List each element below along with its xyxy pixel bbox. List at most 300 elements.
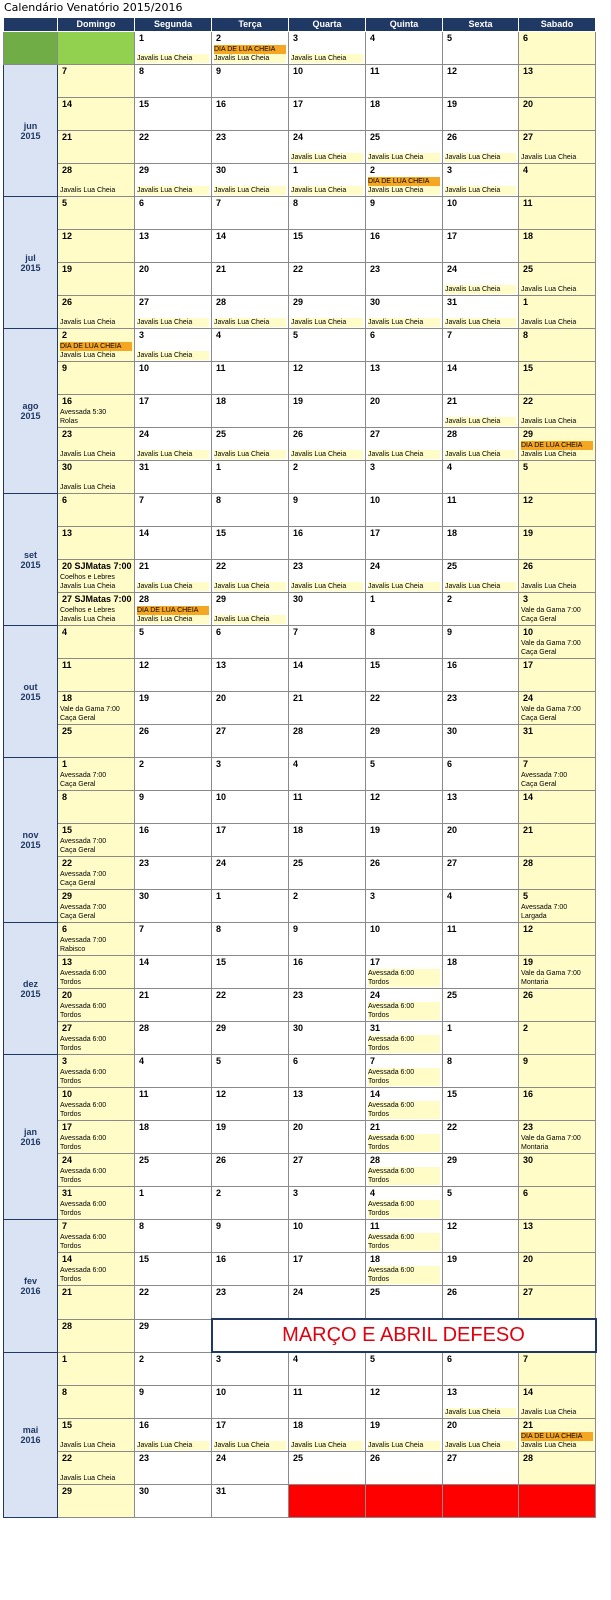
- day-number: 7: [293, 627, 299, 637]
- day-number: 6: [370, 330, 376, 340]
- day-number: 22: [293, 264, 304, 274]
- day-cell: [443, 1286, 519, 1320]
- event-note: Caça Geral: [60, 781, 96, 788]
- day-cell: [519, 494, 596, 527]
- day-cell: [443, 890, 519, 923]
- day-number: 1: [447, 1023, 453, 1033]
- week-row: [4, 1286, 596, 1320]
- event-note: Coelhos e Lebres: [60, 574, 115, 581]
- day-cell: [135, 296, 212, 329]
- day-cell: [519, 296, 596, 329]
- day-number: 30: [523, 1155, 534, 1165]
- day-number: 3: [293, 33, 299, 43]
- event-label: Tordos: [368, 978, 440, 987]
- day-cell: [58, 98, 135, 131]
- event-label: Javalis Lua Cheia: [521, 450, 593, 459]
- day-cell: [58, 395, 135, 428]
- day-cell: [366, 1220, 443, 1253]
- day-cell: [212, 824, 289, 857]
- day-cell: [443, 98, 519, 131]
- event-note: Tordos: [60, 1144, 82, 1151]
- event-note: Caça Geral: [60, 715, 96, 722]
- day-number: 1: [62, 1353, 68, 1364]
- day-number: 4: [447, 891, 453, 901]
- day-number: 14: [62, 99, 73, 109]
- day-cell: [58, 659, 135, 692]
- day-number: 27: [139, 297, 150, 307]
- day-cell: [212, 593, 289, 626]
- day-number: 8: [62, 1387, 68, 1397]
- day-number: 28: [293, 726, 304, 736]
- day-cell: [135, 758, 212, 791]
- day-cell: [212, 1154, 289, 1187]
- day-number: 26: [523, 990, 534, 1000]
- week-row: [4, 461, 596, 494]
- event-note: Avessada 7:00: [60, 937, 107, 944]
- day-number: 24: [293, 132, 304, 142]
- month-label: ago 2015: [4, 329, 58, 494]
- day-number: 4: [139, 1056, 145, 1066]
- day-cell: [58, 296, 135, 329]
- day-number: 15: [139, 99, 150, 109]
- event-label: Javalis Lua Cheia: [214, 582, 286, 591]
- day-number: 29: [370, 726, 381, 736]
- event-label: Javalis Lua Cheia: [214, 186, 286, 195]
- day-cell: [212, 1286, 289, 1320]
- day-number: 9: [139, 792, 145, 802]
- day-number: 28: [139, 594, 150, 604]
- day-cell: [289, 1452, 366, 1485]
- day-number: 1: [216, 462, 222, 472]
- event-label: Avessada 6:00: [368, 1167, 440, 1176]
- day-number: 23: [370, 264, 381, 274]
- day-number: 16: [62, 396, 73, 406]
- day-number: 8: [139, 1221, 145, 1231]
- day-number: 17: [62, 1122, 73, 1132]
- week-row: [4, 1452, 596, 1485]
- day-cell: [366, 626, 443, 659]
- day-cell: [519, 659, 596, 692]
- day-number: 13: [447, 1387, 458, 1397]
- day-number: 22: [139, 1287, 150, 1297]
- event-note: Vale da Gama 7:00: [60, 706, 120, 713]
- day-number: 8: [216, 924, 222, 934]
- event-note: Tordos: [60, 1243, 82, 1250]
- day-number: 31: [370, 1023, 381, 1033]
- day-cell: [366, 989, 443, 1022]
- day-cell: [289, 329, 366, 362]
- day-cell: [366, 263, 443, 296]
- day-cell: [366, 1154, 443, 1187]
- day-number: 9: [447, 627, 453, 637]
- day-cell: [443, 857, 519, 890]
- day-number: 2: [216, 1188, 222, 1198]
- day-cell: [366, 593, 443, 626]
- event-note: Avessada 7:00: [60, 871, 107, 878]
- day-cell: [58, 263, 135, 296]
- day-number: 15: [293, 231, 304, 241]
- closed-cell: [443, 1485, 519, 1518]
- day-cell: [366, 1088, 443, 1121]
- event-label: Javalis Lua Cheia: [60, 318, 132, 327]
- day-number: 3: [216, 1354, 222, 1364]
- day-cell: [519, 263, 596, 296]
- day-number: 10: [523, 627, 534, 637]
- week-row: [4, 395, 596, 428]
- day-number: 19: [523, 528, 534, 538]
- day-number: 19: [216, 1122, 227, 1132]
- day-cell: [58, 1386, 135, 1419]
- day-number: 28: [62, 165, 73, 175]
- day-number: 4: [523, 165, 529, 175]
- day-number: 30: [216, 165, 227, 175]
- day-cell: [443, 230, 519, 263]
- day-cell: [519, 560, 596, 593]
- day-number: 16: [447, 660, 458, 670]
- day-number: 5: [523, 891, 529, 901]
- event-note: Avessada 6:00: [60, 1168, 107, 1175]
- day-number: 19: [523, 957, 534, 967]
- day-number: 9: [62, 363, 68, 373]
- event-note: Tordos: [60, 1045, 82, 1052]
- day-number: 13: [370, 363, 381, 373]
- day-cell: [58, 857, 135, 890]
- closed-cell: [519, 1485, 596, 1518]
- event-label: Avessada 6:00: [368, 969, 440, 978]
- day-cell: [289, 1352, 366, 1386]
- day-number: 5: [139, 627, 145, 637]
- event-label: Javalis Lua Cheia: [137, 1441, 209, 1450]
- month-label: mai 2016: [4, 1352, 58, 1518]
- day-cell: [135, 1187, 212, 1220]
- day-number: 23: [293, 990, 304, 1000]
- day-cell: [519, 923, 596, 956]
- day-number: 4: [293, 759, 299, 769]
- full-moon-day-label: DIA DE LUA CHEIA: [214, 45, 286, 54]
- event-label: Javalis Lua Cheia: [137, 582, 209, 591]
- day-number: 9: [293, 924, 299, 934]
- day-cell: [212, 494, 289, 527]
- day-number: 12: [523, 924, 534, 934]
- day-cell: [58, 1220, 135, 1253]
- day-cell: [135, 1452, 212, 1485]
- event-label: Javalis Lua Cheia: [445, 582, 516, 591]
- week-row: [4, 1419, 596, 1452]
- day-number: 10: [139, 363, 150, 373]
- filler-cell: [58, 32, 135, 65]
- day-number: 31: [62, 1188, 73, 1198]
- day-number: 16: [216, 1254, 227, 1264]
- day-number: 11: [370, 66, 380, 76]
- event-label: Javalis Lua Cheia: [137, 186, 209, 195]
- day-cell: [212, 1088, 289, 1121]
- day-cell: [212, 1452, 289, 1485]
- day-cell: [58, 593, 135, 626]
- month-label: jun 2015: [4, 65, 58, 197]
- day-number: 15: [62, 825, 73, 835]
- day-cell: [58, 1121, 135, 1154]
- day-number: 29: [139, 1320, 150, 1331]
- day-number: 18: [139, 1122, 150, 1132]
- day-cell: [135, 725, 212, 758]
- day-number: 14: [216, 231, 227, 241]
- day-cell: [519, 131, 596, 164]
- day-cell: [212, 296, 289, 329]
- day-cell: [135, 230, 212, 263]
- day-number: 20: [139, 264, 150, 274]
- event-note: Tordos: [60, 1276, 82, 1283]
- day-cell: [289, 362, 366, 395]
- day-number: 10: [447, 198, 458, 208]
- event-label: Javalis Lua Cheia: [60, 483, 132, 492]
- day-number: 1: [293, 165, 299, 175]
- month-label: dez 2015: [4, 923, 58, 1055]
- day-number: 29: [293, 297, 304, 307]
- day-number: 16: [216, 99, 227, 109]
- day-number: 24: [139, 429, 150, 439]
- event-note: Vale da Gama 7:00: [521, 1135, 581, 1142]
- event-label: Javalis Lua Cheia: [368, 1441, 440, 1450]
- day-number: 28: [62, 1320, 73, 1331]
- day-cell: [366, 1121, 443, 1154]
- day-cell: [519, 1253, 596, 1286]
- hunting-calendar-table: [3, 17, 597, 1518]
- day-cell: [443, 65, 519, 98]
- day-cell: [135, 857, 212, 890]
- day-cell: [519, 890, 596, 923]
- day-number: 19: [370, 1420, 381, 1430]
- event-note: Largada: [521, 913, 547, 920]
- day-number: 24: [523, 693, 534, 703]
- day-number: 24: [216, 1453, 227, 1463]
- day-cell: [289, 461, 366, 494]
- day-number: 9: [370, 198, 376, 208]
- day-cell: [443, 1253, 519, 1286]
- day-number: 23: [523, 1122, 534, 1132]
- day-number: 11: [293, 792, 303, 802]
- day-number: 3: [370, 891, 376, 901]
- day-cell: [58, 428, 135, 461]
- event-label: Javalis Lua Cheia: [291, 153, 363, 162]
- week-row: [4, 131, 596, 164]
- week-row: [4, 1485, 596, 1518]
- event-label: Tordos: [368, 1242, 440, 1251]
- week-row: [4, 659, 596, 692]
- day-cell: [212, 1419, 289, 1452]
- month-label: fev 2016: [4, 1220, 58, 1353]
- day-cell: [135, 461, 212, 494]
- day-cell: [135, 1485, 212, 1518]
- day-number: 13: [447, 792, 458, 802]
- day-cell: [58, 1022, 135, 1055]
- event-note: Caça Geral: [521, 781, 557, 788]
- day-number: 3: [216, 759, 222, 769]
- day-cell: [443, 956, 519, 989]
- day-number: 16: [293, 957, 304, 967]
- day-number: 25: [523, 264, 534, 274]
- day-cell: [212, 1121, 289, 1154]
- event-label: Javalis Lua Cheia: [60, 450, 132, 459]
- day-cell: [519, 461, 596, 494]
- day-number: 16: [293, 528, 304, 538]
- day-cell: [519, 692, 596, 725]
- day-number: 26: [370, 1453, 381, 1463]
- day-cell: [366, 1419, 443, 1452]
- week-row: [4, 593, 596, 626]
- day-number: 9: [293, 495, 299, 505]
- event-note: Avessada 6:00: [60, 1135, 107, 1142]
- event-label: Tordos: [368, 1077, 440, 1086]
- day-cell: [443, 692, 519, 725]
- day-number: 13: [139, 231, 150, 241]
- week-row: [4, 824, 596, 857]
- day-cell: [58, 626, 135, 659]
- event-label: Javalis Lua Cheia: [445, 318, 516, 327]
- day-number: 2: [447, 594, 453, 604]
- week-row: [4, 890, 596, 923]
- day-cell: [58, 494, 135, 527]
- full-moon-day-label: DIA DE LUA CHEIA: [521, 1432, 593, 1441]
- day-cell: [366, 329, 443, 362]
- day-number: 4: [216, 330, 222, 340]
- day-number: 12: [139, 660, 150, 670]
- day-number: 21: [62, 132, 73, 142]
- day-number: 21: [139, 561, 150, 571]
- event-label: Javalis Lua Cheia: [137, 351, 209, 360]
- day-number: 25: [216, 429, 227, 439]
- day-cell: [519, 857, 596, 890]
- day-cell: [366, 824, 443, 857]
- event-note: Montaria: [521, 1144, 549, 1151]
- day-number: 28: [216, 297, 227, 307]
- day-number: 17: [293, 99, 304, 109]
- event-note: Coelhos e Lebres: [60, 607, 115, 614]
- day-number: 19: [370, 825, 381, 835]
- day-number: 29: [216, 594, 227, 604]
- day-number: 6: [62, 495, 68, 505]
- day-cell: [289, 890, 366, 923]
- day-cell: [289, 527, 366, 560]
- day-number: 17: [370, 528, 381, 538]
- month-label: set 2015: [4, 494, 58, 626]
- day-cell: [135, 659, 212, 692]
- day-cell: [135, 1154, 212, 1187]
- event-note: Rabisco: [60, 946, 86, 953]
- day-cell: [289, 494, 366, 527]
- closed-cell: [366, 1485, 443, 1518]
- day-cell: [519, 527, 596, 560]
- day-number: 21: [139, 990, 150, 1000]
- day-cell: [212, 362, 289, 395]
- event-label: Tordos: [368, 1143, 440, 1152]
- day-number: 4: [370, 33, 376, 43]
- day-cell: [212, 461, 289, 494]
- day-number: 30: [293, 1023, 304, 1033]
- day-cell: [289, 593, 366, 626]
- event-label: Javalis Lua Cheia: [137, 615, 209, 624]
- full-moon-day-label: DIA DE LUA CHEIA: [137, 606, 209, 615]
- event-label: Javalis Lua Cheia: [521, 153, 593, 162]
- day-number: 30: [447, 726, 458, 736]
- event-label: Javalis Lua Cheia: [137, 450, 209, 459]
- day-cell: [289, 923, 366, 956]
- day-cell: [58, 956, 135, 989]
- day-number: 14: [523, 792, 534, 802]
- week-row: [4, 65, 596, 98]
- day-number: 21: [523, 1420, 534, 1430]
- day-cell: [212, 1220, 289, 1253]
- day-number: 6: [447, 759, 453, 769]
- day-number: 18: [523, 231, 534, 241]
- event-label: Javalis Lua Cheia: [60, 582, 132, 591]
- day-number: 20: [293, 1122, 304, 1132]
- day-number: 15: [139, 1254, 150, 1264]
- day-cell: [289, 560, 366, 593]
- day-cell: [135, 1319, 212, 1352]
- day-number: 9: [216, 66, 222, 76]
- week-row: [4, 1319, 596, 1352]
- event-label: Javalis Lua Cheia: [368, 582, 440, 591]
- day-cell: [212, 758, 289, 791]
- week-row: [4, 230, 596, 263]
- day-cell: [366, 98, 443, 131]
- day-number: 7: [62, 1221, 68, 1231]
- weekday-header-row: [4, 18, 596, 32]
- day-cell: [289, 824, 366, 857]
- event-note: Tordos: [60, 1177, 82, 1184]
- weekday-header: Domingo: [58, 18, 135, 32]
- day-cell: [366, 1187, 443, 1220]
- day-cell: [289, 956, 366, 989]
- week-row: [4, 1022, 596, 1055]
- day-number: 12: [523, 495, 534, 505]
- weekday-header: Quarta: [289, 18, 366, 32]
- event-note: Avessada 7:00: [60, 772, 107, 779]
- day-number: 26: [216, 1155, 227, 1165]
- day-cell: [289, 1055, 366, 1088]
- full-moon-day-label: DIA DE LUA CHEIA: [60, 342, 132, 351]
- day-cell: [289, 131, 366, 164]
- day-number: 8: [370, 627, 376, 637]
- day-cell: [58, 923, 135, 956]
- day-cell: [135, 593, 212, 626]
- event-label: Javalis Lua Cheia: [368, 153, 440, 162]
- week-row: [4, 1253, 596, 1286]
- day-number: 14: [139, 528, 150, 538]
- day-number: 27: [523, 132, 534, 142]
- day-cell: [212, 1187, 289, 1220]
- day-number: 25: [139, 1155, 150, 1165]
- day-cell: [289, 1419, 366, 1452]
- day-cell: [519, 1154, 596, 1187]
- day-number: 7: [62, 66, 68, 76]
- day-cell: [519, 65, 596, 98]
- day-number: 29: [523, 429, 534, 439]
- week-row: [4, 1220, 596, 1253]
- day-number: 18: [447, 957, 458, 967]
- event-label: Avessada 6:00: [368, 1233, 440, 1242]
- day-cell: [443, 758, 519, 791]
- day-cell: [443, 1452, 519, 1485]
- event-label: Javalis Lua Cheia: [521, 1408, 593, 1417]
- event-label: Avessada 6:00: [368, 1068, 440, 1077]
- day-number: 5: [447, 33, 453, 43]
- day-cell: [519, 1022, 596, 1055]
- week-row: [4, 428, 596, 461]
- day-number: 20: [523, 99, 534, 109]
- weekday-header: Terça: [212, 18, 289, 32]
- day-number: 11: [293, 1387, 303, 1397]
